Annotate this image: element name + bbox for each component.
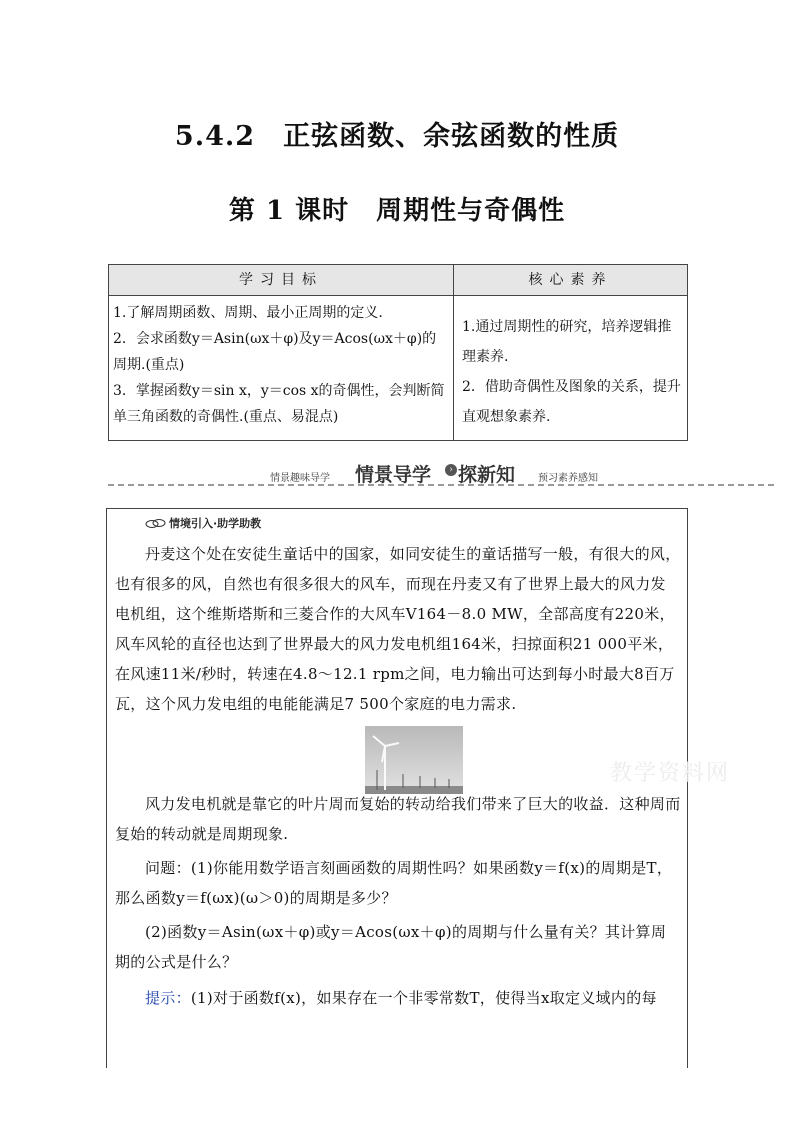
objectives-table: [108, 264, 688, 441]
banner-right-caption: 预习素养感知: [538, 473, 598, 484]
question-1: 问题：(1)你能用数学语言刻画函数的周期性吗？如果函数y＝f(x)的周期是T，那么函数y＝f(ωx)(ω＞0)的周期是多少？: [115, 859, 673, 907]
section-banner: [108, 460, 774, 490]
goal-item: 1.了解周期函数、周期、最小正周期的定义.: [113, 305, 383, 321]
goal-item: 2．会求函数y＝Asin(ωx＋φ)及y＝Acos(ωx＋φ)的周期.(重点): [113, 331, 437, 373]
question-2: (2)函数y＝Asin(ωx＋φ)或y＝Acos(ωx＋φ)的周期与什么量有关？其计算周期的公式是什么？: [115, 923, 667, 971]
banner-title-b: 探新知: [458, 464, 516, 486]
intro-tag-label: 情境引入·助学助教: [169, 517, 262, 530]
cloud-icon: [145, 518, 167, 528]
hint-paragraph: [115, 983, 681, 1013]
learning-goals-cell: [109, 296, 454, 441]
literacy-item: 2．借助奇偶性及图象的关系，提升直观想象素养.: [462, 379, 681, 425]
header-core-literacy: 核心素养: [454, 265, 688, 296]
dashed-divider: [108, 484, 774, 486]
core-literacy-cell: [454, 296, 688, 441]
intro-box: [106, 508, 688, 1068]
watermark: 教学资料网: [610, 761, 731, 786]
page-title: 5.4.2 正弦函数、余弦函数的性质: [174, 121, 620, 152]
goal-item: 3．掌握函数y＝sin x，y＝cos x的奇偶性，会判断简单三角函数的奇偶性.(重点、易混点): [113, 383, 445, 425]
header-learning-goals: 学习目标: [109, 265, 454, 296]
literacy-item: 1.通过周期性的研究，培养逻辑推理素养.: [462, 319, 672, 365]
hint-label: 提示：: [145, 989, 191, 1007]
chevron-right-icon: ›: [445, 464, 457, 476]
banner-left-caption: 情景趣味导学: [270, 473, 330, 484]
intro-tag: [145, 515, 261, 531]
story-paragraph: 丹麦这个处在安徒生童话中的国家，如同安徒生的童话描写一般，有很大的风，也有很多的风，自然也有很多很大的风车，而现在丹麦又有了世界上最大的风力发电机组，这个维斯塔斯和三菱合作的大风车V164－8.0 MW，全部高度有220米，风车风轮的直径也达到了世界最大的风力发电机组164米，扫掠面积21 000平米，在风速11米/秒时，转速在4.8～12.1 rpm之间，电力输出可达到每小时最大8百万瓦，这个风力发电组的电能能满足7 500个家庭的电力需求.: [115, 545, 681, 713]
turbine-paragraph: 风力发电机就是靠它的叶片周而复始的转动给我们带来了巨大的收益．这种周而复始的转动就是周期现象.: [115, 795, 681, 843]
lesson-subtitle: 第 1 课时 周期性与奇偶性: [228, 196, 566, 226]
wind-turbine-photo: [365, 726, 463, 794]
hint-text: (1)对于函数f(x)，如果存在一个非零常数T，使得当x取定义域内的每: [190, 989, 657, 1007]
banner-title-a: 情景导学: [355, 464, 432, 486]
